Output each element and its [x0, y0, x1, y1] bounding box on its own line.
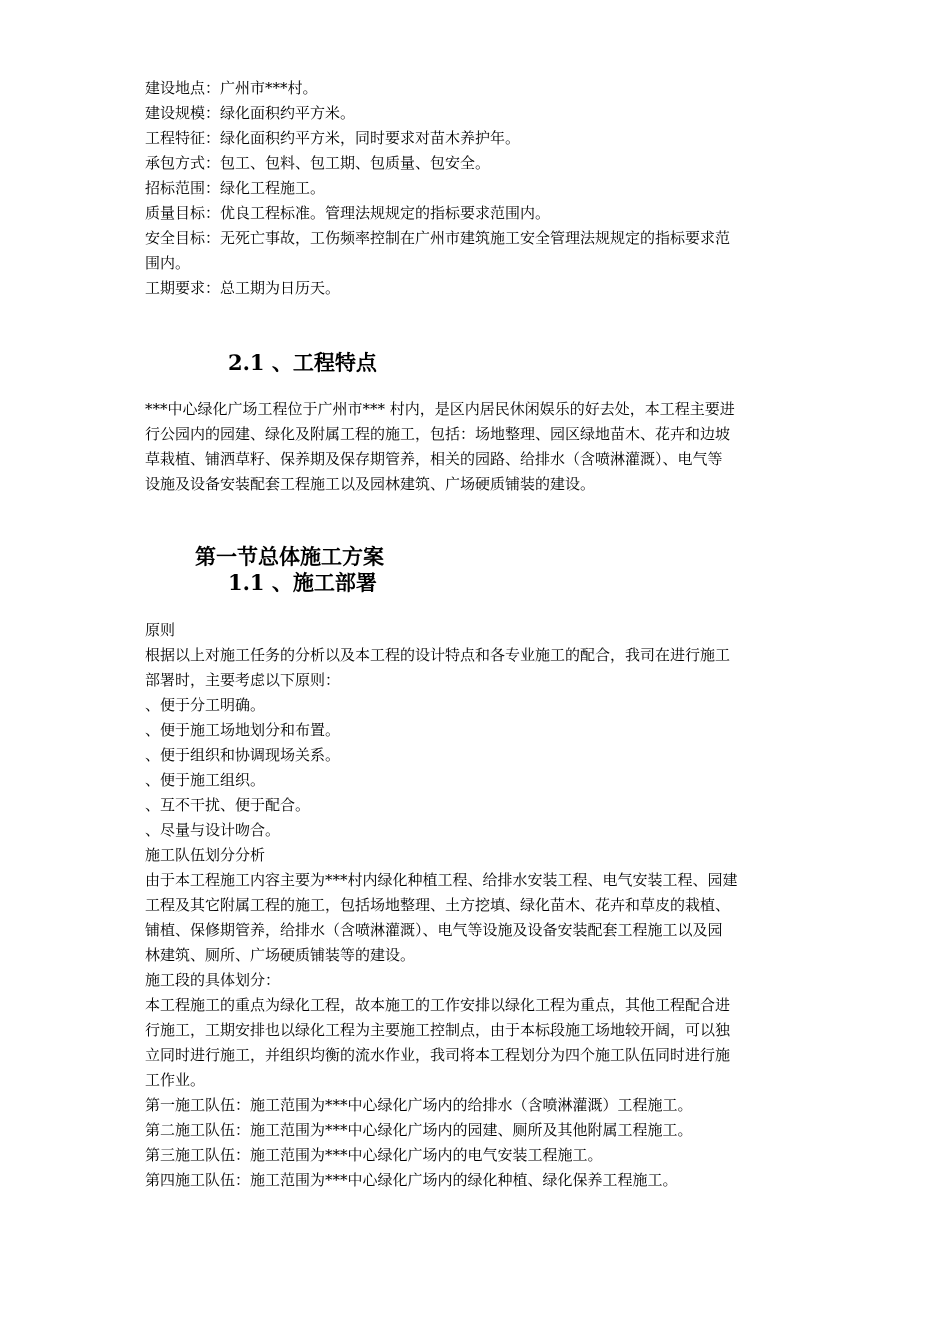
body-line: 由于本工程施工内容主要为***村内绿化种植工程、给排水安装工程、电气安装工程、园建: [145, 871, 738, 889]
body-line: 林建筑、厕所、广场硬质铺装等的建设。: [145, 946, 416, 964]
principle-item: 、尽量与设计吻合。: [145, 821, 281, 839]
principle-item: 、互不干扰、便于配合。: [145, 796, 311, 814]
body-line: 工作业。: [145, 1071, 206, 1089]
team-item-4: 第四施工队伍：施工范围为***中心绿化广场内的绿化种植、绿化保养工程施工。: [145, 1171, 678, 1189]
subheading-principles: 原则: [145, 621, 176, 639]
body-line: 行施工，工期安排也以绿化工程为主要施工控制点，由于本标段施工场地较开阔，可以独: [145, 1021, 731, 1039]
info-schedule: 工期要求：总工期为日历天。: [145, 279, 341, 297]
section-2-1-title: 2.1 、工程特点: [228, 350, 377, 375]
body-line: 铺植、保修期管养，给排水（含喷淋灌溉）、电气等设施及设备安装配套工程施工以及园: [145, 921, 723, 939]
subheading-team-analysis: 施工队伍划分分析: [145, 846, 266, 864]
body-line: 工程及其它附属工程的施工，包括场地整理、土方挖填、绿化苗木、花卉和草皮的栽植、: [145, 896, 731, 914]
paragraph-line: 行公园内的园建、绿化及附属工程的施工，包括：场地整理、园区绿地苗木、花卉和边坡: [145, 425, 731, 443]
paragraph-line: ***中心绿化广场工程位于广州市*** 村内，是区内居民休闲娱乐的好去处，本工程主要进: [145, 400, 735, 418]
info-features: 工程特征：绿化面积约平方米，同时要求对苗木养护年。: [145, 129, 521, 147]
subheading-section-division: 施工段的具体划分：: [145, 971, 281, 989]
section-1-1-body: [145, 618, 813, 1193]
info-scale: 建设规模：绿化面积约平方米。: [145, 104, 356, 122]
info-bid-scope: 招标范围：绿化工程施工。: [145, 179, 326, 197]
section-2-1-paragraph: [145, 397, 813, 497]
body-line: 根据以上对施工任务的分析以及本工程的设计特点和各专业施工的配合，我司在进行施工: [145, 646, 731, 664]
section-1-1-title: 1.1 、施工部署: [228, 570, 377, 595]
body-line: 立同时进行施工，并组织均衡的流水作业，我司将本工程划分为四个施工队伍同时进行施: [145, 1046, 731, 1064]
info-location: 建设地点：广州市***村。: [145, 79, 318, 97]
info-safety-target-cont: 围内。: [145, 254, 191, 272]
project-info-block: [145, 76, 813, 301]
principle-item: 、便于施工组织。: [145, 771, 266, 789]
team-item-2: 第二施工队伍：施工范围为***中心绿化广场内的园建、厕所及其他附属工程施工。: [145, 1121, 693, 1139]
paragraph-line: 设施及设备安装配套工程施工以及园林建筑、广场硬质铺装的建设。: [145, 475, 596, 493]
team-item-3: 第三施工队伍：施工范围为***中心绿化广场内的电气安装工程施工。: [145, 1146, 603, 1164]
body-line: 部署时，主要考虑以下原则：: [145, 671, 341, 689]
info-contract-mode: 承包方式：包工、包料、包工期、包质量、包安全。: [145, 154, 491, 172]
principle-item: 、便于组织和协调现场关系。: [145, 746, 341, 764]
paragraph-line: 草栽植、铺洒草籽、保养期及保存期管养，相关的园路、给排水（含喷淋灌溉）、电气等: [145, 450, 723, 468]
body-line: 本工程施工的重点为绿化工程，故本施工的工作安排以绿化工程为重点，其他工程配合进: [145, 996, 731, 1014]
principle-item: 、便于施工场地划分和布置。: [145, 721, 341, 739]
info-quality-target: 质量目标：优良工程标准。管理法规规定的指标要求范围内。: [145, 204, 551, 222]
team-item-1: 第一施工队伍：施工范围为***中心绿化广场内的给排水（含喷淋灌溉）工程施工。: [145, 1096, 693, 1114]
info-safety-target: 安全目标：无死亡事故，工伤频率控制在广州市建筑施工安全管理法规规定的指标要求范: [145, 229, 731, 247]
principle-item: 、便于分工明确。: [145, 696, 266, 714]
chapter-title: 第一节总体施工方案: [195, 544, 384, 569]
